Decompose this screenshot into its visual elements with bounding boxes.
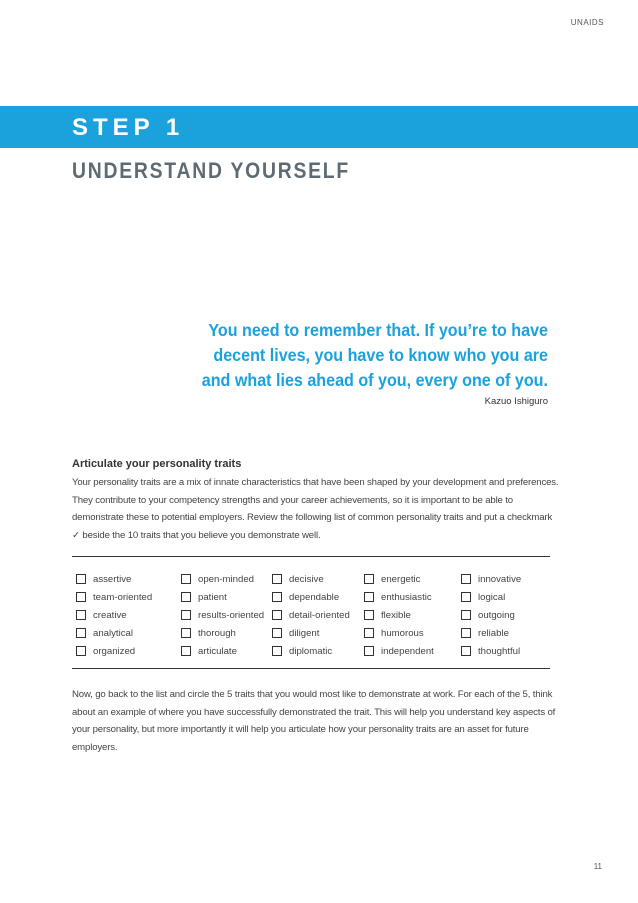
trait-label: flexible [381, 609, 411, 621]
trait-item[interactable] [364, 606, 461, 624]
checkbox-icon[interactable] [364, 574, 374, 584]
trait-item[interactable] [181, 624, 272, 642]
trait-item[interactable] [181, 606, 272, 624]
trait-item[interactable] [364, 642, 461, 660]
trait-label: team-oriented [93, 591, 153, 603]
checkbox-icon[interactable] [461, 592, 471, 602]
trait-item[interactable] [461, 642, 551, 660]
trait-item[interactable] [461, 624, 551, 642]
step-label: STEP 1 [72, 114, 185, 141]
trait-item[interactable] [76, 570, 181, 588]
divider-top [72, 556, 550, 557]
trait-label: innovative [478, 573, 522, 585]
checkbox-icon[interactable] [76, 574, 86, 584]
checkbox-icon[interactable] [76, 628, 86, 638]
checkbox-icon[interactable] [272, 610, 282, 620]
trait-item[interactable] [461, 606, 551, 624]
trait-item[interactable] [181, 588, 272, 606]
trait-label: thorough [198, 627, 236, 639]
trait-column [272, 570, 364, 660]
trait-column [76, 570, 181, 660]
trait-item[interactable] [272, 570, 364, 588]
trait-item[interactable] [364, 588, 461, 606]
checkbox-icon[interactable] [461, 646, 471, 656]
trait-item[interactable] [272, 606, 364, 624]
followup-paragraph: Now, go back to the list and circle the 5 traits that you would most like to demonstrate at work. For each of the 5, think about an example of where you have successfully demonstrated the trait. This will help you understand key aspects of your personality, but more importantly it will help you articulate how your personality traits are an asset for future employers. [72, 689, 556, 753]
checkbox-icon[interactable] [364, 592, 374, 602]
trait-label: decisive [289, 573, 324, 585]
trait-column [461, 570, 551, 660]
trait-item[interactable] [76, 588, 181, 606]
trait-column [181, 570, 272, 660]
trait-item[interactable] [181, 642, 272, 660]
checkbox-icon[interactable] [181, 646, 191, 656]
trait-column [364, 570, 461, 660]
trait-item[interactable] [272, 588, 364, 606]
trait-item[interactable] [272, 642, 364, 660]
trait-item[interactable] [364, 570, 461, 588]
checkbox-icon[interactable] [181, 610, 191, 620]
trait-label: results-oriented [198, 609, 265, 621]
checkbox-icon[interactable] [364, 646, 374, 656]
checkbox-icon[interactable] [461, 574, 471, 584]
checkbox-icon[interactable] [364, 610, 374, 620]
trait-item[interactable] [76, 606, 181, 624]
checkbox-icon[interactable] [272, 592, 282, 602]
checkbox-icon[interactable] [76, 646, 86, 656]
checkbox-icon[interactable] [76, 610, 86, 620]
trait-label: creative [93, 609, 127, 621]
checkbox-icon[interactable] [181, 574, 191, 584]
quote-author: Kazuo Ishiguro [484, 396, 548, 407]
trait-label: humorous [381, 627, 424, 639]
checkbox-icon[interactable] [272, 646, 282, 656]
trait-item[interactable] [272, 624, 364, 642]
trait-label: analytical [93, 627, 133, 639]
divider-bottom [72, 668, 550, 669]
trait-item[interactable] [461, 570, 551, 588]
page-number: 11 [593, 862, 602, 871]
checkbox-icon[interactable] [364, 628, 374, 638]
checkbox-icon[interactable] [272, 628, 282, 638]
trait-label: outgoing [478, 609, 515, 621]
organization-label: UNAIDS [570, 18, 604, 27]
quote-text: You need to remember that. If you’re to have decent lives, you have to know who you are and what lies ahead of you, every one of you. [201, 320, 549, 390]
section-heading: Articulate your personality traits [72, 458, 242, 470]
trait-item[interactable] [181, 570, 272, 588]
checkbox-icon[interactable] [461, 610, 471, 620]
checkbox-icon[interactable] [181, 628, 191, 638]
trait-label: diligent [289, 627, 320, 639]
intro-paragraph: Your personality traits are a mix of innate characteristics that have been shaped by your development and preferences. They contribute to your competency strengths and your career achievements, so it is important to be able to demonstrate these to potential employers. Review the following list of common personality traits and put a checkmark ✓ beside the 10 traits that you believe you demonstrate well. [72, 477, 559, 541]
checkbox-icon[interactable] [272, 574, 282, 584]
trait-label: dependable [289, 591, 340, 603]
checkbox-icon[interactable] [76, 592, 86, 602]
trait-label: energetic [381, 573, 421, 585]
trait-item[interactable] [76, 642, 181, 660]
trait-label: articulate [198, 645, 237, 657]
trait-label: reliable [478, 627, 509, 639]
trait-label: thoughtful [478, 645, 521, 657]
trait-item[interactable] [76, 624, 181, 642]
trait-item[interactable] [364, 624, 461, 642]
trait-label: open-minded [198, 573, 255, 585]
checkbox-icon[interactable] [181, 592, 191, 602]
trait-label: enthusiastic [381, 591, 432, 603]
trait-label: detail-oriented [289, 609, 350, 621]
trait-label: logical [478, 591, 506, 603]
trait-label: assertive [93, 573, 132, 585]
step-title: UNDERSTAND YOURSELF [72, 158, 350, 183]
trait-label: patient [198, 591, 227, 603]
checkbox-icon[interactable] [461, 628, 471, 638]
trait-label: diplomatic [289, 645, 333, 657]
traits-checklist [76, 570, 551, 660]
trait-label: independent [381, 645, 434, 657]
trait-item[interactable] [461, 588, 551, 606]
trait-label: organized [93, 645, 136, 657]
